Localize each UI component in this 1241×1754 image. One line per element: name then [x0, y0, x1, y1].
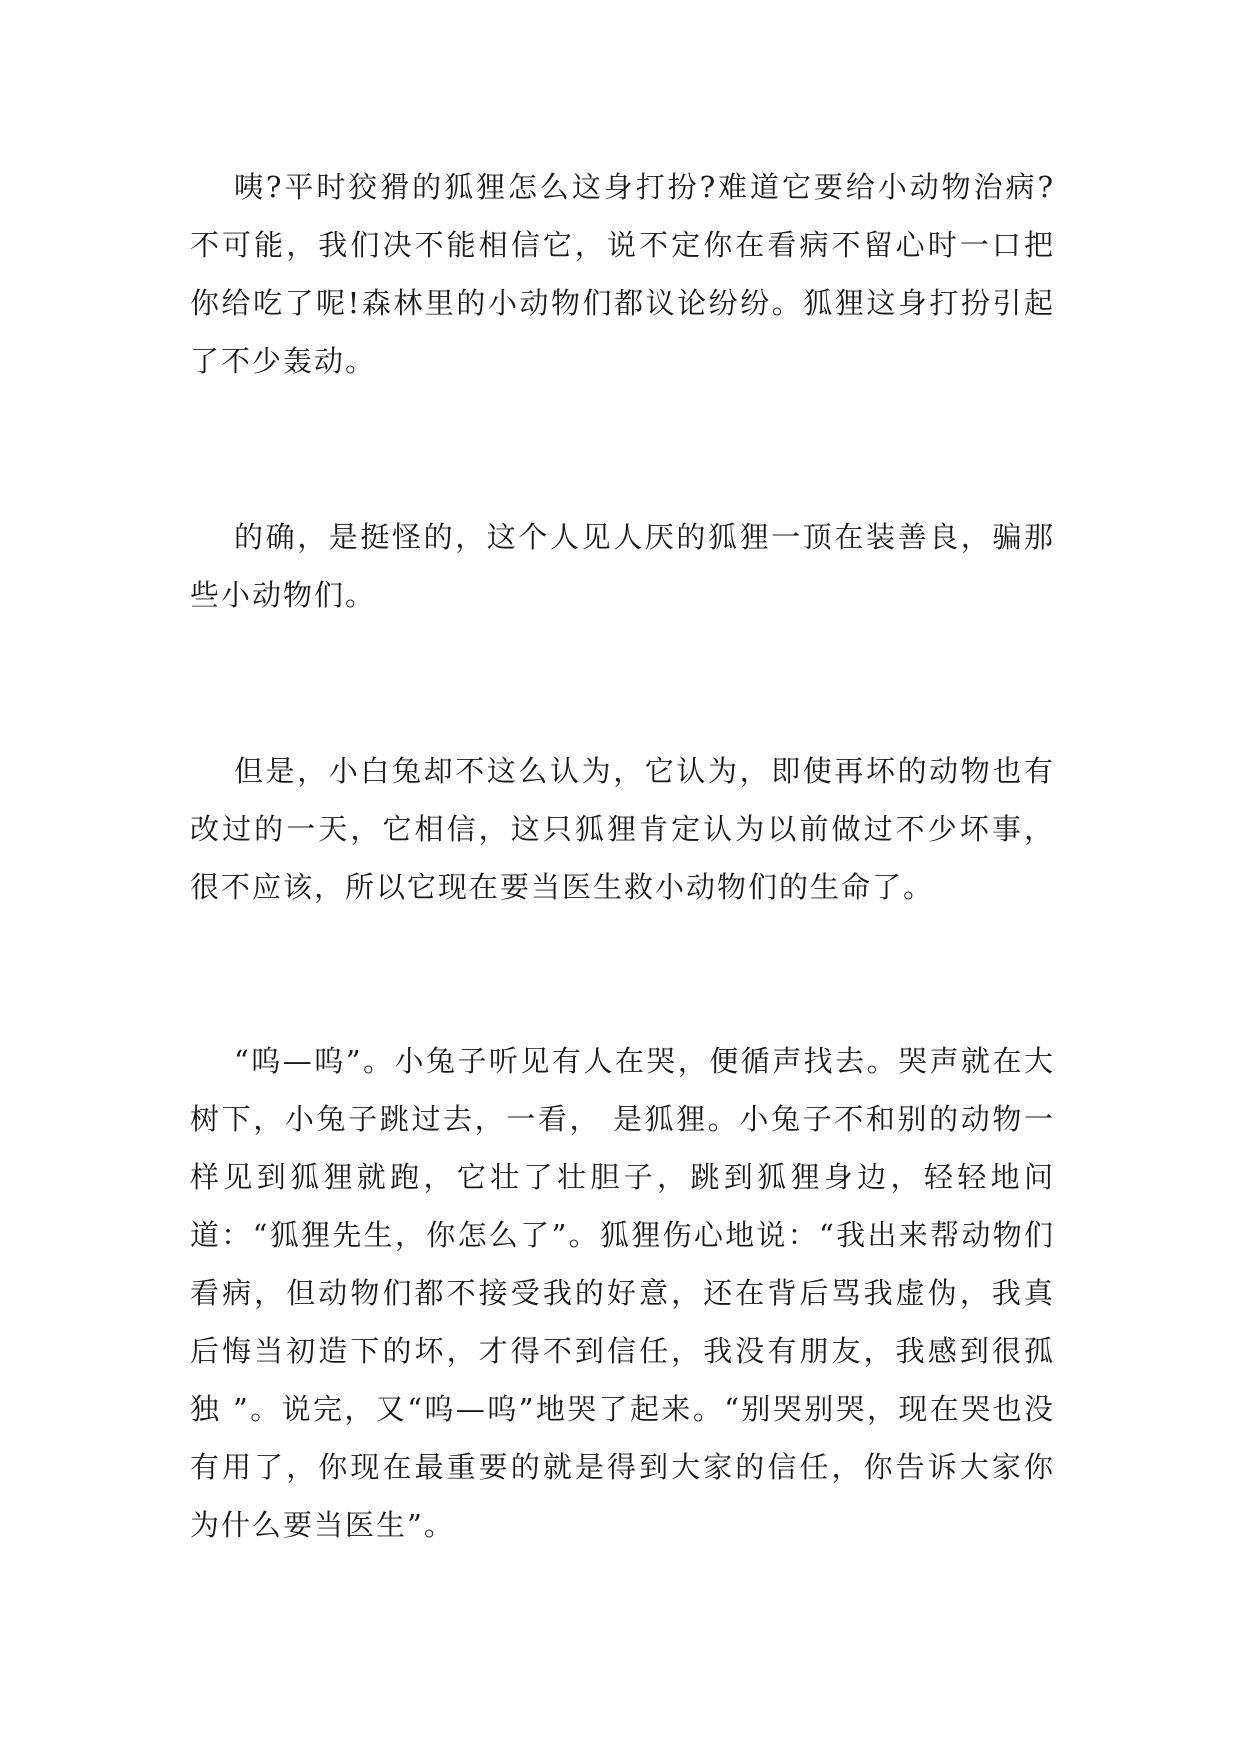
- paragraph-2: 的确，是挺怪的，这个人见人厌的狐狸一顶在装善良，骗那些小动物们。: [190, 520, 1055, 612]
- paragraph-1: 咦?平时狡猾的狐狸怎么这身打扮?难道它要给小动物治病?不可能，我们决不能相信它，说不定你在看病不留心时一口把你给吃了呢!森林里的小动物们都议论纷纷。狐狸这身打扮引起了不少轰动。: [190, 170, 1055, 378]
- paragraph-3: 但是，小白兔却不这么认为，它认为，即使再坏的动物也有改过的一天，它相信，这只狐狸肯定认为以前做过不少坏事，很不应该，所以它现在要当医生救小动物们的生命了。: [190, 754, 1055, 904]
- paragraph-4: “呜—呜”。小兔子听见有人在哭，便循声找去。哭声就在大树下，小兔子跳过去，一看， 是狐狸。小兔子不和别的动物一样见到狐狸就跑，它壮了壮胆子，跳到狐狸身边，轻轻地问道：“狐狸先生，你怎么了”。狐狸伤心地说：“我出来帮动物们看病，但动物们都不接受我的好意，还在背后骂我虚伪，我真后悔当初造下的坏，才得不到信任，我没有朋友，我感到很孤独 ”。说完，又“呜—呜”地哭了起来。“别哭别哭，现在哭也没有用了，你现在最重要的就是得到大家的信任，你告诉大家你为什么要当医生”。: [190, 1044, 1055, 1542]
